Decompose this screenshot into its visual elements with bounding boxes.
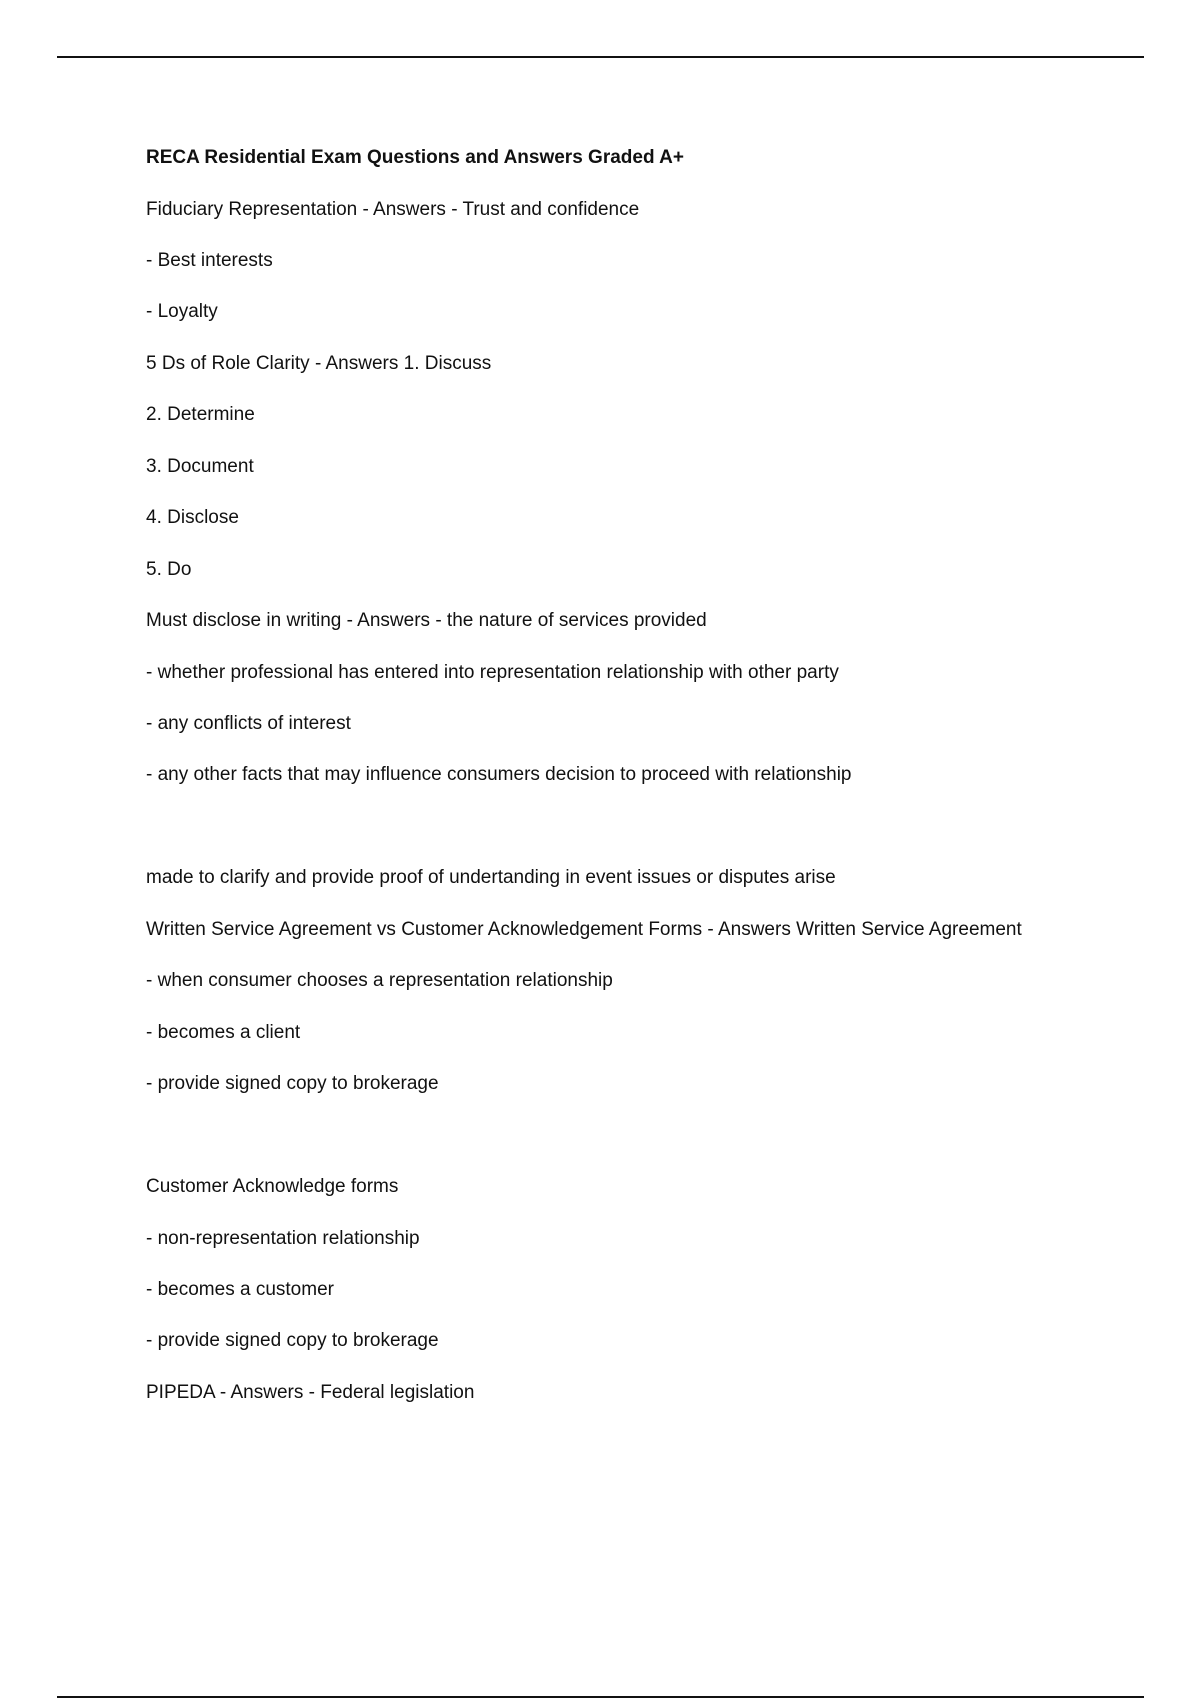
text-line: - when consumer chooses a representation relationship	[146, 970, 613, 991]
text-line: Must disclose in writing - Answers - the nature of services provided	[146, 610, 707, 631]
text-line: 4. Disclose	[146, 507, 239, 528]
text-line: PIPEDA - Answers - Federal legislation	[146, 1382, 475, 1403]
text-line: 3. Document	[146, 456, 254, 477]
text-line: - becomes a client	[146, 1022, 301, 1043]
header-rule	[57, 56, 1144, 58]
text-line: - becomes a customer	[146, 1279, 334, 1300]
text-line: - Loyalty	[146, 301, 218, 322]
text-line: 5. Do	[146, 559, 192, 580]
text-line: - any conflicts of interest	[146, 713, 351, 734]
text-line: - provide signed copy to brokerage	[146, 1073, 439, 1094]
document-title: RECA Residential Exam Questions and Answers Graded A+	[146, 147, 684, 168]
text-line: - non-representation relationship	[146, 1228, 420, 1249]
text-line: - whether professional has entered into representation relationship with other party	[146, 662, 839, 683]
text-line: - provide signed copy to brokerage	[146, 1330, 439, 1351]
text-line: made to clarify and provide proof of undertanding in event issues or disputes arise	[146, 867, 836, 888]
text-line: Fiduciary Representation - Answers - Trust and confidence	[146, 199, 640, 220]
footer-rule	[57, 1696, 1144, 1698]
text-line: Customer Acknowledge forms	[146, 1176, 399, 1197]
text-line: 5 Ds of Role Clarity - Answers 1. Discuss	[146, 353, 492, 374]
text-line: Written Service Agreement vs Customer Acknowledgement Forms - Answers Written Service Agreement	[146, 919, 1022, 940]
text-line: - Best interests	[146, 250, 273, 271]
text-line: - any other facts that may influence consumers decision to proceed with relationship	[146, 764, 852, 785]
text-line: 2. Determine	[146, 404, 255, 425]
